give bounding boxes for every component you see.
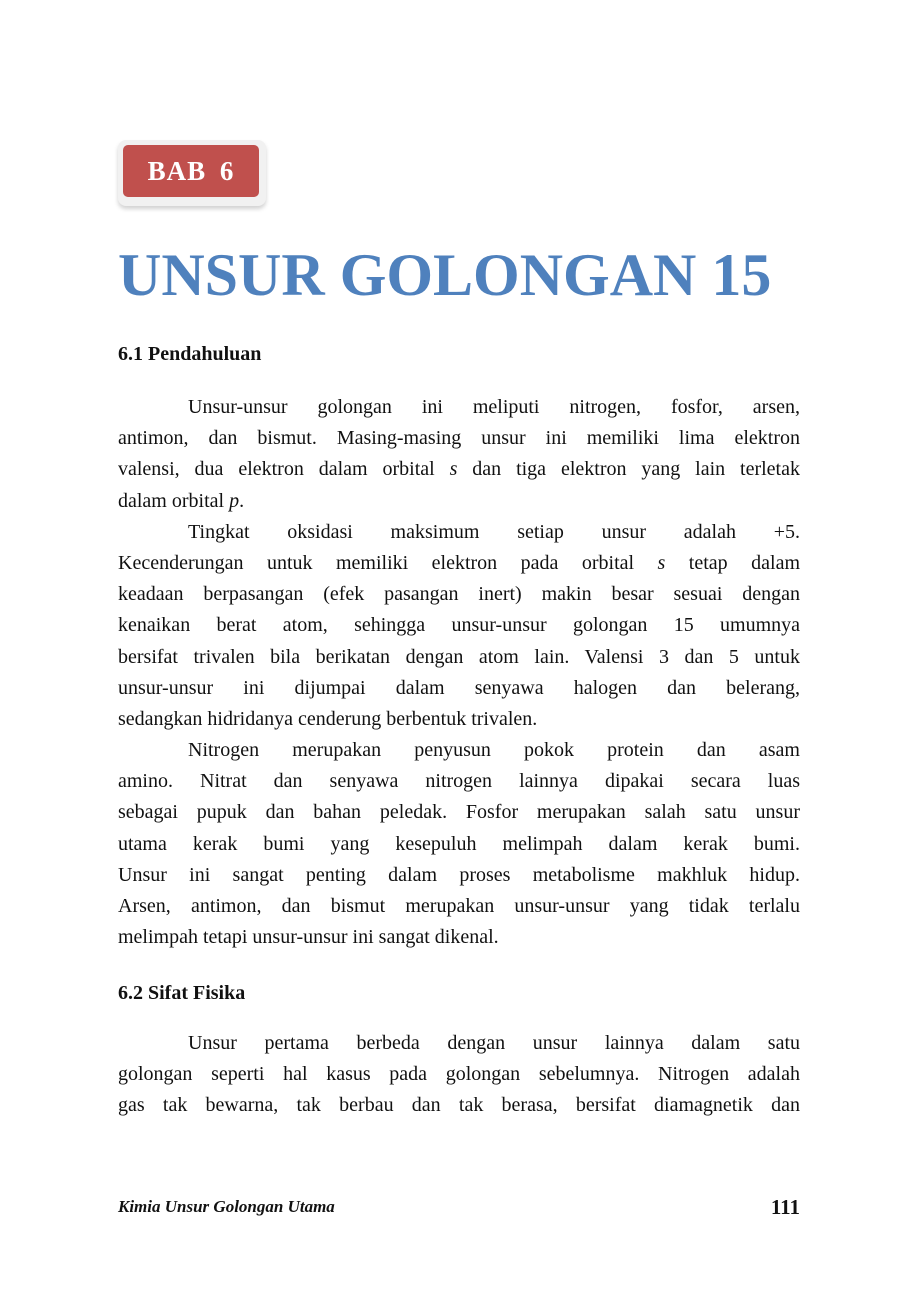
text-line: sedangkan hidridanya cenderung berbentuk trivalen. — [118, 707, 538, 730]
chapter-badge-frame — [118, 140, 266, 206]
text-line: gas tak bewarna, tak berbau dan tak berasa, bersifat diamagnetik dan — [118, 1094, 800, 1117]
text-line: utama kerak bumi yang kesepuluh melimpah dalam kerak bumi. — [118, 832, 800, 855]
text-line: keadaan berpasangan (efek pasangan inert) makin besar sesuai dengan — [118, 583, 800, 606]
text-line: Nitrogen merupakan penyusun pokok protein dan asam — [188, 739, 800, 762]
text-line: amino. Nitrat dan senyawa nitrogen lainnya dipakai secara luas — [118, 770, 800, 793]
italic-symbol: s — [449, 458, 458, 481]
page-number: 111 — [770, 1195, 800, 1219]
section-heading-6-1: 6.1 Pendahuluan — [118, 343, 262, 365]
text-line: Unsur-unsur golongan ini meliputi nitrogen, fosfor, arsen, — [188, 396, 800, 418]
text-line: Tingkat oksidasi maksimum setiap unsur adalah +5. — [188, 520, 800, 543]
paragraph — [118, 1028, 800, 1122]
text-line: valensi, dua elektron dalam orbital s dan tiga elektron yang lain terletak — [118, 458, 800, 481]
section-heading-6-2: 6.2 Sifat Fisika — [118, 982, 246, 1004]
paragraph — [118, 735, 800, 953]
footer-book-title: Kimia Unsur Golongan Utama — [118, 1197, 335, 1216]
text-line: antimon, dan bismut. Masing-masing unsur ini memiliki lima elektron — [118, 427, 800, 450]
text-line: bersifat trivalen bila berikatan dengan atom lain. Valensi 3 dan 5 untuk — [118, 645, 800, 668]
text-line: dalam orbital p. — [118, 489, 245, 512]
text-line: unsur-unsur ini dijumpai dalam senyawa halogen dan belerang, — [118, 676, 800, 699]
paragraph — [118, 517, 800, 735]
italic-symbol: s — [657, 551, 666, 574]
text-line: melimpah tetapi unsur-unsur ini sangat dikenal. — [118, 926, 499, 949]
text-line: golongan seperti hal kasus pada golongan sebelumnya. Nitrogen adalah — [118, 1063, 800, 1086]
italic-symbol: p — [229, 489, 240, 512]
chapter-badge: BAB 6 — [123, 145, 259, 197]
text-line: Unsur ini sangat penting dalam proses metabolisme makhluk hidup. — [118, 863, 800, 886]
chapter-title: UNSUR GOLONGAN 15 — [118, 242, 772, 308]
text-line: kenaikan berat atom, sehingga unsur-unsur golongan 15 umumnya — [118, 614, 800, 637]
section-6-1-body — [118, 392, 800, 953]
page-footer — [118, 1194, 800, 1220]
text-line: Unsur pertama berbeda dengan unsur lainnya dalam satu — [188, 1032, 800, 1054]
text-line: Kecenderungan untuk memiliki elektron pada orbital s tetap dalam — [118, 551, 801, 574]
paragraph — [118, 392, 800, 517]
text-line: Arsen, antimon, dan bismut merupakan unsur-unsur yang tidak terlalu — [118, 895, 800, 917]
text-line: sebagai pupuk dan bahan peledak. Fosfor merupakan salah satu unsur — [118, 801, 800, 824]
section-6-2-body — [118, 1028, 800, 1122]
